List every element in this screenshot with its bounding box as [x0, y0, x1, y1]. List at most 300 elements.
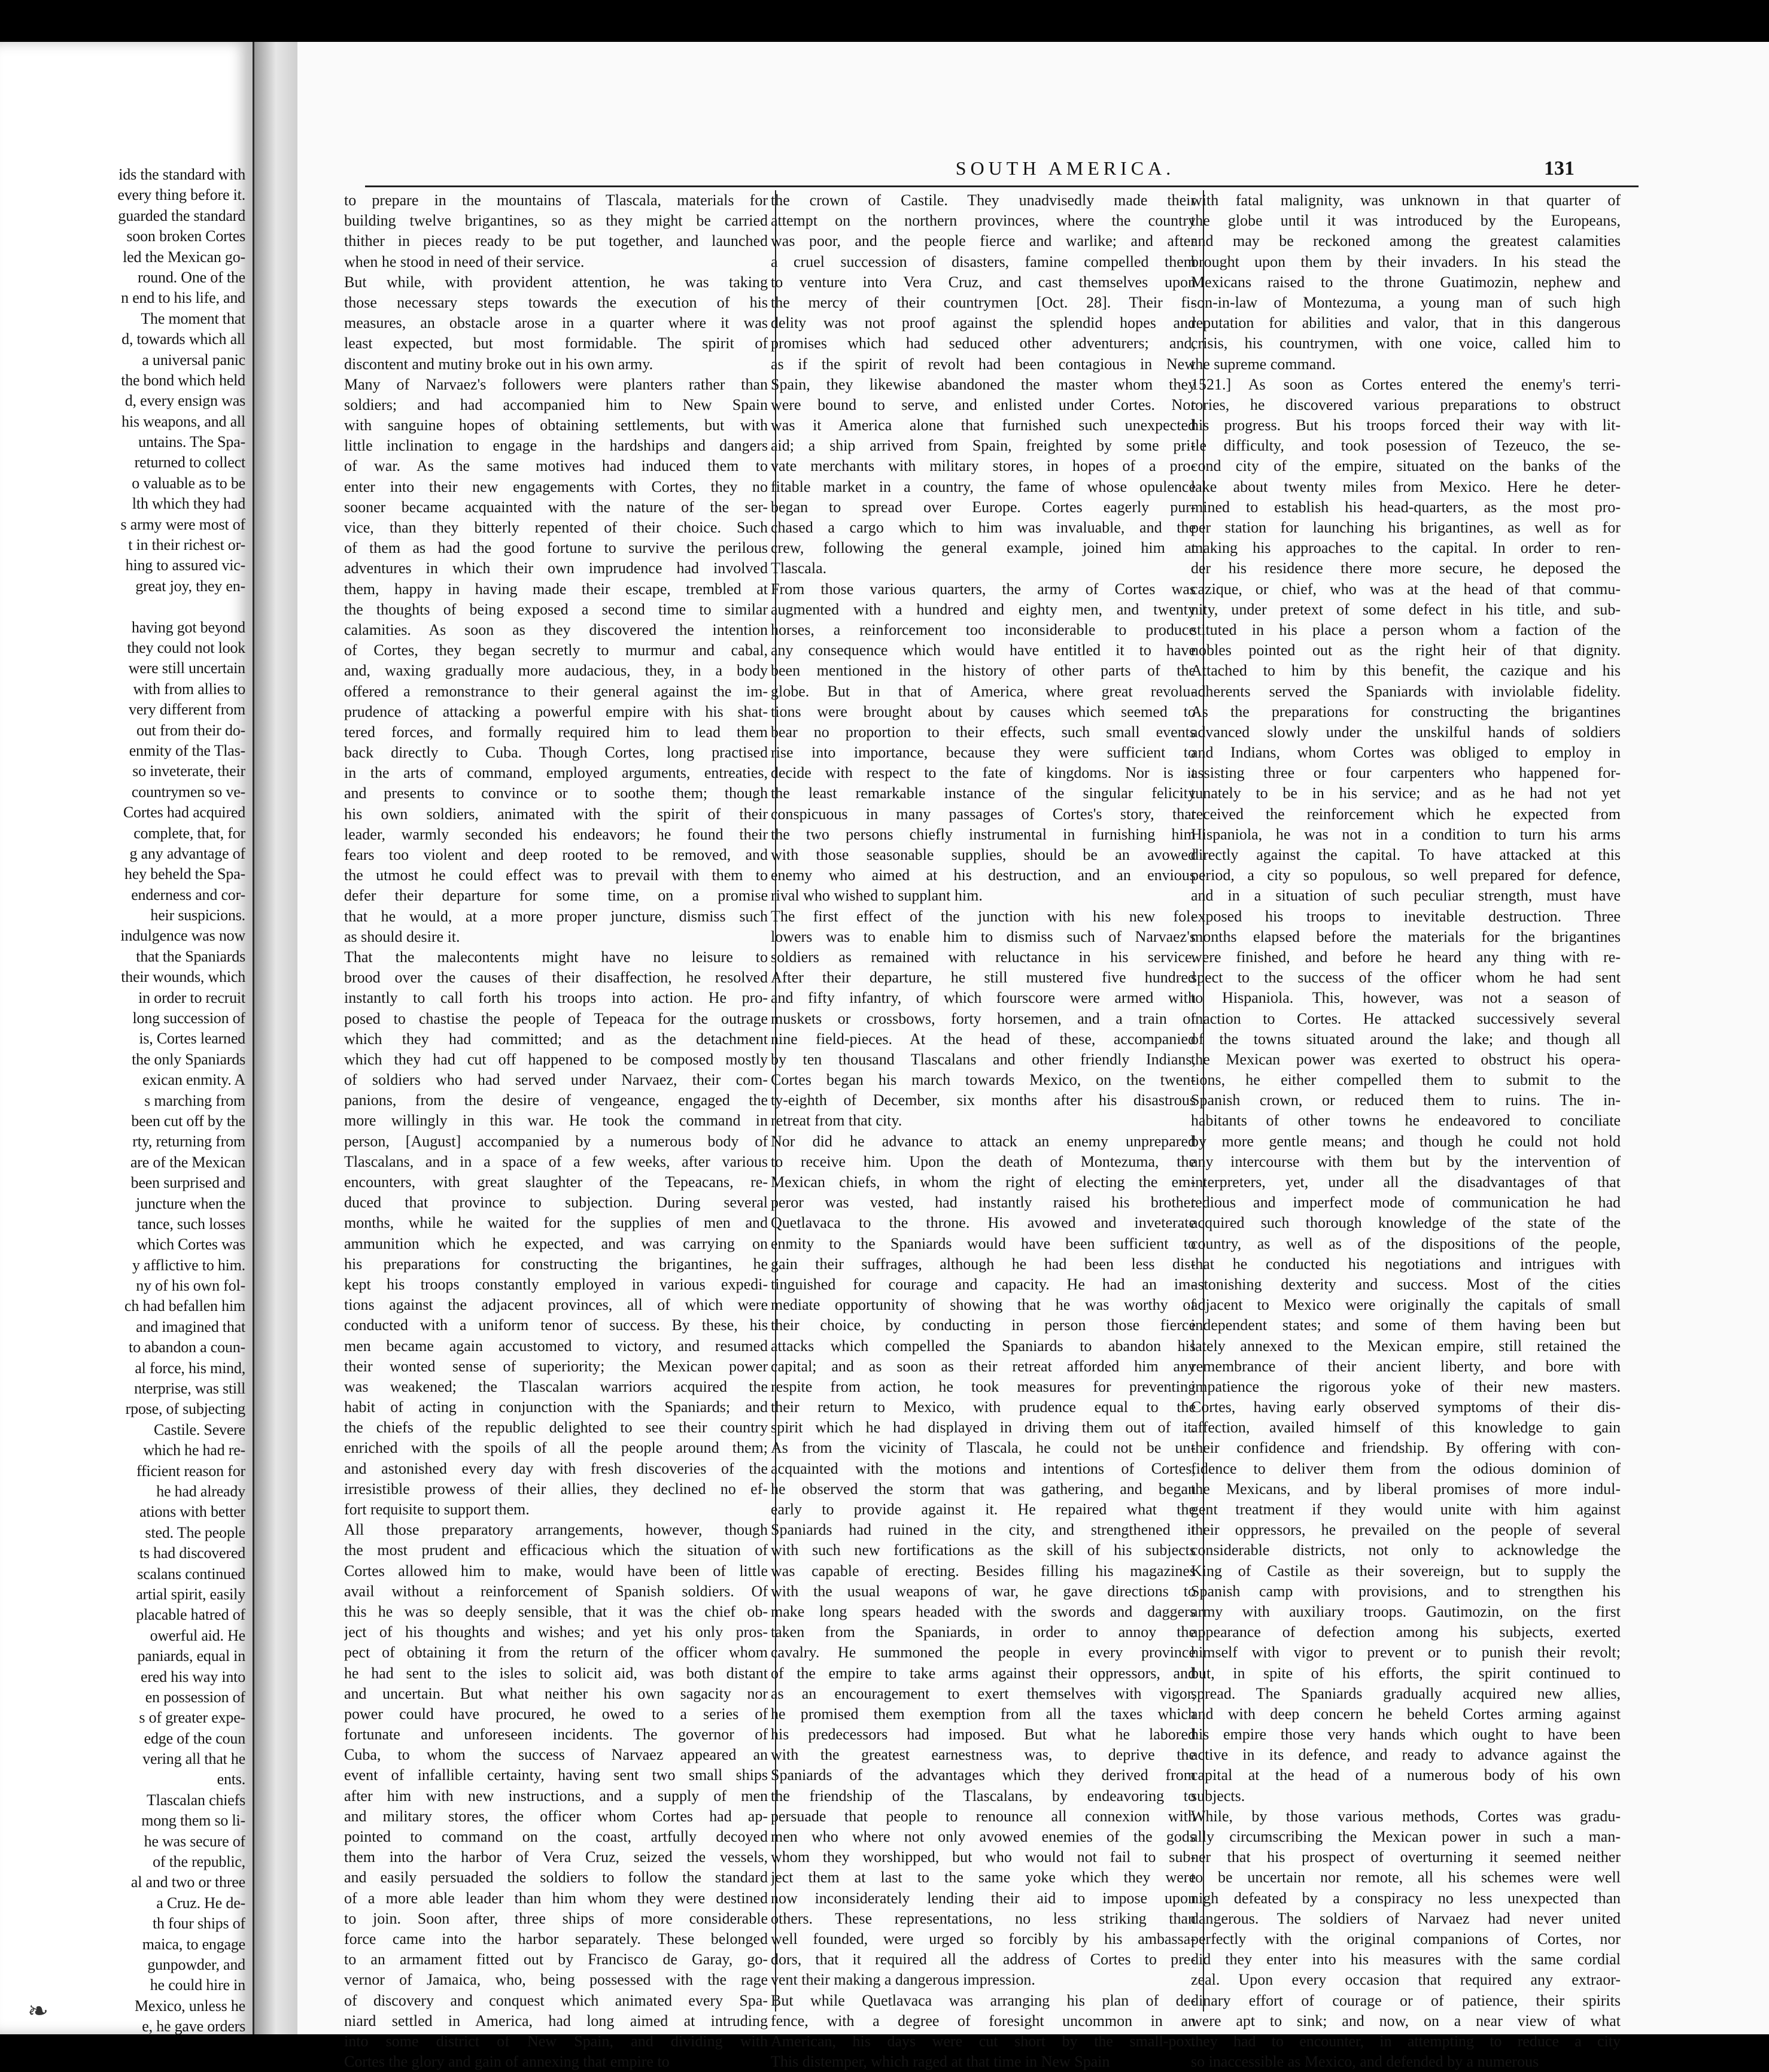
text-line: aid; a ship arrived from Spain, freighted by some pri- [771, 437, 1196, 455]
text-line: acquired such thorough knowledge of the state of the [1191, 1214, 1621, 1232]
text-line: army with auxiliary troops. Gautimozin, on the first [1191, 1602, 1621, 1620]
running-title: SOUTH AMERICA. [955, 157, 1175, 179]
left-fragment-line: vering all that he [142, 1750, 245, 1768]
text-line: building twelve brigantines, so as they might be carried [344, 212, 768, 230]
text-line: tinguished for courage and capacity. He had an im- [771, 1275, 1196, 1293]
text-line: Mexican chiefs, in whom the right of electing the em- [771, 1173, 1196, 1191]
text-line: to Hispaniola. This, however, was not a season of [1191, 989, 1621, 1007]
left-fragment-line: exican enmity. A [142, 1071, 245, 1089]
text-line: more willingly in this war. He took the command in [344, 1112, 768, 1130]
left-fragment-line: owerful aid. He [150, 1626, 245, 1644]
text-line: nity, under pretext of some defect in his title, and sub- [1191, 600, 1621, 618]
text-line: kept his troops constantly employed in various expedi- [344, 1275, 768, 1293]
text-line: remembrance of their ancient liberty, and bore with [1191, 1357, 1621, 1375]
text-line: his empire those very hands which ought to have been [1191, 1726, 1621, 1744]
text-line: per station for launching his brigantines, as well as for [1191, 519, 1621, 536]
text-line: months, while he waited for the supplies of men and [344, 1214, 768, 1232]
text-line: this he was so deeply sensible, that it was the chief ob- [344, 1602, 768, 1620]
left-fragment-line: he had already [156, 1483, 245, 1500]
left-fragment-line: maica, to engage [142, 1935, 245, 1953]
text-line: well founded, were urged so forcibly by his ambassa- [771, 1930, 1196, 1948]
text-line: thither in pieces ready to be put together, and launched [344, 232, 768, 250]
text-column-1 [344, 190, 768, 2072]
text-line: considerable districts, not only to acknowledge the [1191, 1541, 1621, 1559]
text-line: with the usual weapons of war, he gave directions to [771, 1582, 1196, 1600]
left-fragment-line: been cut off by the [131, 1112, 245, 1130]
left-fragment-line: rty, returning from [132, 1133, 245, 1151]
text-line: nobles pointed out as the right heir of that dignity. [1191, 641, 1621, 659]
text-line: of Cortes, they began secretly to murmur and cabal, [344, 641, 768, 659]
text-line: of discovery and conquest which animated every Spa- [344, 1991, 768, 2009]
text-line: ammunition which he expected, and was carrying on [344, 1234, 768, 1252]
text-line: least expected, but most formidable. The spirit of [344, 334, 768, 352]
text-line: and uncertain. But what neither his own sagacity nor [344, 1684, 768, 1702]
left-fragment-line: been surprised and [130, 1174, 245, 1192]
left-fragment-line: soon broken Cortes [126, 227, 245, 245]
text-line: force came into the harbor separately. These belonged [344, 1930, 768, 1948]
text-line: they had to encounter, in attempting to reduce a city [1191, 2032, 1621, 2050]
left-fragment-line: his weapons, and all [121, 412, 245, 430]
text-line: globe. But in that of America, where great revolu- [771, 682, 1196, 700]
text-line: adventures in which their own imprudence had involved [344, 559, 768, 577]
text-line: duced that province to subjection. During several [344, 1194, 768, 1212]
left-fragment-line: th four ships of [153, 1915, 245, 1933]
text-line: he had sent to the isles to solicit aid, was both distant [344, 1664, 768, 1682]
left-fragment-line: placable hatred of [136, 1606, 245, 1624]
text-line: spread. The Spaniards gradually acquired new allies, [1191, 1684, 1621, 1702]
text-line: making his approaches to the capital. In order to ren- [1191, 539, 1621, 557]
text-line: avail without a reinforcement of Spanish soldiers. Of [344, 1582, 768, 1600]
text-line: discontent and mutiny broke out in his own army. [344, 355, 654, 373]
text-line: his predecessors had imposed. But what he labored [771, 1726, 1196, 1744]
text-line: and Indians, whom Cortes was obliged to employ in [1191, 744, 1621, 762]
text-line: back directly to Cuba. Though Cortes, long practised [344, 744, 768, 762]
text-line: ner that his prospect of overturning it seemed neither [1191, 1848, 1621, 1866]
text-line: retreat from that city. [771, 1112, 902, 1130]
text-line: astonishing dexterity and success. Most of the cities [1191, 1275, 1621, 1293]
text-line: event of infallible certainty, having sent two small ships [344, 1766, 768, 1784]
text-line: a cruel succession of disasters, famine compelled them [771, 252, 1196, 270]
text-line: tions, he either compelled them to submit to the [1191, 1071, 1621, 1089]
text-line: any consequence which would have entitled it to have [771, 641, 1196, 659]
left-fragment-line: o valuable as to be [132, 474, 245, 492]
text-line: as if the spirit of revolt had been contagious in New [771, 355, 1196, 373]
text-line: cavalry. He summoned the people in every province [771, 1644, 1196, 1662]
text-line: the chiefs of the republic delighted to see their country [344, 1419, 768, 1437]
text-line: dinary effort of courage or of patience, their spirits [1191, 1991, 1621, 2009]
text-line: his preparations for constructing the brigantines, he [344, 1255, 768, 1273]
left-fragment-line: al and two or three [130, 1873, 245, 1891]
left-fragment-line: the bond which held [121, 371, 245, 389]
text-line: and, waxing gradually more audacious, they, in a body [344, 662, 768, 680]
text-line: nigh defeated by a conspiracy no less unexpected than [1191, 1889, 1621, 1907]
text-line: prudence of attacking a powerful empire with his shat- [344, 702, 768, 720]
left-fragment-line: d, towards which all [121, 330, 245, 348]
text-line: the thoughts of being exposed a second time to similar [344, 600, 768, 618]
left-fragment-line: ts had discovered [139, 1544, 245, 1562]
left-fragment-line: so inveterate, their [132, 762, 245, 780]
text-line: of them as had the good fortune to survive the perilous [344, 539, 768, 557]
left-fragment-line: to abandon a coun- [129, 1338, 245, 1356]
text-line: which they had cut off happened to be composed mostly [344, 1050, 768, 1068]
left-fragment-line: the only Spaniards [132, 1050, 245, 1068]
text-line: bear no proportion to their effects, such small events [771, 723, 1196, 741]
text-line: assisting three or four carpenters who happened for- [1191, 764, 1621, 782]
text-line: sooner became acquainted with the nature of the ser- [344, 498, 768, 516]
left-fragment-line: al force, his mind, [135, 1359, 245, 1377]
left-fragment-line: they could not look [127, 638, 245, 656]
text-line: affection, availed himself of this knowledge to gain [1191, 1419, 1621, 1437]
left-fragment-line: which Cortes was [136, 1236, 245, 1253]
text-line: of war. As the same motives had induced them to [344, 457, 768, 475]
left-fragment-line: sted. The people [145, 1523, 245, 1541]
text-line: to be uncertain nor remote, all his schemes were well [1191, 1869, 1621, 1887]
left-fragment-line: in order to recruit [138, 988, 245, 1006]
text-line: by ten thousand Tlascalans and other friendly Indians, [771, 1050, 1196, 1068]
text-line: encounters, with great slaughter of the Tepeacans, re- [344, 1173, 768, 1191]
text-line: Quetlavaca to the throne. His avowed and inveterate [771, 1214, 1196, 1232]
text-line: to prepare in the mountains of Tlascala, materials for [344, 191, 768, 209]
left-fragment-line: Tlascalan chiefs [147, 1791, 245, 1809]
text-line: lowers was to enable him to dismiss such of Narvaez's [771, 927, 1196, 945]
text-line: to an armament fitted out by Francisco de Garay, go- [344, 1951, 768, 1968]
text-line: tions against the adjacent provinces, all of which were [344, 1296, 768, 1314]
text-line: mined to establish his head-quarters, as the most pro- [1191, 498, 1621, 516]
text-line: fidence to deliver them from the odious dominion of [1191, 1459, 1621, 1477]
text-line: acquainted with the motions and intentions of Cortes, [771, 1459, 1196, 1477]
text-line: Spaniards had ruined in the city, and strengthened it [771, 1521, 1196, 1539]
text-line: when he stood in need of their service. [344, 252, 585, 270]
text-line: adherents served the Spaniards with inviolable fidelity. [1191, 682, 1621, 700]
text-line: were apt to sink; and now, on a near view of what [1191, 2012, 1621, 2030]
text-line: soldiers; and had accompanied him to New Spain [344, 395, 768, 413]
text-line: Spaniards of the advantages which they derived from [771, 1766, 1196, 1784]
text-line: make long spears headed with the swords and daggers [771, 1602, 1196, 1620]
text-line: conspicuous in many passages of Cortes's story, that [771, 805, 1196, 823]
text-line: vernor of Jamaica, who, being possessed with the rage [344, 1971, 768, 1989]
left-fragment-line: e, he gave orders [142, 2018, 245, 2034]
text-line: to join. Soon after, three ships of more considerable [344, 1909, 768, 1927]
text-line: the Mexican power was exerted to obstruct his opera- [1191, 1050, 1621, 1068]
left-fragment-line: enmity of the Tlas- [129, 741, 245, 759]
text-line: conducted with a uniform tenor of success. By these, his [344, 1316, 768, 1334]
left-fragment-line: ch had befallen him [124, 1297, 245, 1315]
left-fragment-line: ids the standard with [118, 166, 245, 183]
text-line: that he conducted his negotiations and intrigues with [1191, 1255, 1621, 1273]
text-line: habit of acting in conjunction with the Spaniards; and [344, 1398, 768, 1416]
text-line: The first effect of the junction with his new fol- [771, 907, 1196, 925]
text-line: decide with respect to the fate of kingdoms. Nor is it [771, 764, 1196, 782]
corner-mark: ❧ [28, 1998, 49, 2025]
text-line: irresistible prowess of their allies, they declined no ef- [344, 1480, 768, 1498]
text-line: capital at the head of a numerous body of his own [1191, 1766, 1621, 1784]
text-line: person, [August] accompanied by a numerous body of [344, 1132, 768, 1150]
text-line: gain their suffrages, although he had been less dis- [771, 1255, 1196, 1273]
text-line: men who where not only avowed enemies of the gods [771, 1828, 1196, 1845]
text-line: crew, following the general example, joined him at [771, 539, 1196, 557]
text-line: fortunate and unforeseen incidents. The governor of [344, 1726, 768, 1744]
left-fragment-line: out from their do- [136, 721, 245, 739]
left-fragment-line: s of greater expe- [139, 1709, 245, 1727]
text-line: was weakened; the Tlascalan warriors acquired the [344, 1377, 768, 1395]
left-fragment-line: their wounds, which [121, 968, 245, 986]
text-line: with those seasonable supplies, should be an avowed [771, 846, 1196, 863]
text-line: As from the vicinity of Tlascala, he could not be un- [771, 1439, 1196, 1457]
left-fragment-line: round. One of the [138, 268, 245, 286]
left-fragment-line: are of the Mexican [130, 1153, 245, 1171]
text-line: ty-eighth of December, six months after his disastrous [771, 1091, 1196, 1109]
text-line: Spanish crown, or reduced them to ruins. The in- [1191, 1091, 1621, 1109]
text-line: attacks which compelled the Spaniards to abandon his [771, 1337, 1196, 1355]
text-line: spirit which he had displayed in driving them out of it. [771, 1419, 1196, 1437]
text-line: of a more able leader than him whom they were destined [344, 1889, 768, 1907]
text-line: son-in-law of Montezuma, a young man of such high [1191, 293, 1621, 311]
text-line: lake about twenty miles from Mexico. Here he deter- [1191, 477, 1621, 495]
text-line: delity was not proof against the splendid hopes and [771, 314, 1196, 332]
text-line: As the preparations for constructing the brigantines [1191, 702, 1621, 720]
text-line: impatience the rigorous yoke of their new masters. [1191, 1377, 1621, 1395]
text-line: tions were brought about by causes which seemed to [771, 702, 1196, 720]
text-line: habitants of other towns he endeavored to conciliate [1191, 1112, 1621, 1130]
text-line: by more gentle means; and though he could not hold [1191, 1132, 1621, 1150]
text-line: promises which had seduced other adventurers; and, [771, 334, 1196, 352]
text-line: tered forces, and formally required him to lead them [344, 723, 768, 741]
left-fragment-line: long succession of [132, 1009, 245, 1027]
text-line: himself with vigor to prevent or to punish their revolt; [1191, 1644, 1621, 1662]
text-line: others. These representations, no less striking than [771, 1909, 1196, 1927]
text-line: and presents to convince or to soothe them; though [344, 784, 768, 802]
left-fragment-line: mong them so li- [141, 1812, 245, 1830]
text-line: taken from the Spaniards, in order to annoy the [771, 1623, 1196, 1641]
left-fragment-line: were still uncertain [128, 659, 245, 677]
left-fragment-line: artial spirit, easily [136, 1585, 245, 1603]
text-line: After their departure, he still mustered five hundred [771, 969, 1196, 987]
text-line: with such new fortifications as the skill of his subjects [771, 1541, 1196, 1559]
text-line: brought upon them by their invaders. In his stead the [1191, 252, 1621, 270]
left-fragment-line: which he had re- [143, 1441, 245, 1459]
left-fragment-line: and imagined that [136, 1318, 245, 1335]
left-fragment-line: lth which they had [132, 495, 245, 513]
text-line: was capable of erecting. Besides filling his magazines [771, 1562, 1196, 1580]
text-line: Cortes the glory and gain of annexing that empire to [344, 2053, 670, 2071]
left-fragment-line [0, 597, 245, 617]
left-fragment-line: Cortes had acquired [123, 804, 245, 822]
text-line: rival who wished to supplant him. [771, 887, 983, 905]
text-line: independent states; and some of them having been but [1191, 1316, 1621, 1334]
left-fragment-line: every thing before it. [117, 186, 245, 204]
left-fragment-line: paniards, equal in [137, 1647, 245, 1665]
text-line: augmented with a hundred and eighty men, and twenty [771, 600, 1196, 618]
text-line: peror was vested, had instantly raised his brother [771, 1194, 1196, 1212]
text-line: Attached to him by this benefit, the cazique and his [1191, 662, 1621, 680]
text-line: his progress. But his troops forced their way with lit- [1191, 416, 1621, 434]
left-fragment-line: fficient reason for [136, 1462, 245, 1480]
text-line: soldiers as remained with reluctance in his service. [771, 948, 1196, 966]
text-line: pointed to command on the coast, artfully decoyed [344, 1828, 768, 1845]
text-line: brood over the causes of their disaffection, he resolved [344, 969, 768, 987]
left-fragment-line: ations with better [139, 1503, 245, 1521]
text-line: offered a remonstrance to their general against the im- [344, 682, 768, 700]
text-line: vate merchants with military stores, in hopes of a pro- [771, 457, 1196, 475]
text-line: so inaccessible as Mexico, and defended by a numerous [1191, 2053, 1539, 2071]
left-fragment-line: juncture when the [136, 1194, 245, 1212]
text-line: of the towns situated around the lake; and though all [1191, 1030, 1621, 1048]
text-line: enter into their new engagements with Cortes, they no [344, 477, 768, 495]
text-line: with fatal malignity, was unknown in that quarter of [1191, 191, 1621, 209]
text-line: der his residence there more secure, he deposed the [1191, 559, 1621, 577]
text-line: as an encouragement to exert themselves with vigor, [771, 1684, 1196, 1702]
left-fragment-line: untains. The Spa- [138, 433, 245, 451]
text-line: measures, an obstacle arose in a quarter where it was [344, 314, 768, 332]
left-fragment-line: having got beyond [131, 618, 245, 636]
text-line: and in a situation of such peculiar strength, must have [1191, 887, 1621, 905]
text-line: calamities. As soon as they discovered the intention [344, 620, 768, 638]
text-line: the mercy of their countrymen [Oct. 28]. Their fi- [771, 293, 1196, 311]
text-line: the least remarkable instance of the singular felicity [771, 784, 1196, 802]
page-number: 131 [1544, 157, 1575, 179]
text-line: Tlascala. [771, 559, 827, 577]
left-fragment-line: edge of the coun [144, 1729, 245, 1747]
text-line: and may be reckoned among the greatest calamities [1191, 232, 1621, 250]
text-line: From those various quarters, the army of Cortes was [771, 580, 1196, 598]
text-line: But while, with provident attention, he was taking [344, 273, 768, 291]
text-line: pect of obtaining it from the return of the officer whom [344, 1644, 768, 1662]
text-line: ally circumscribing the Mexican power in such a man- [1191, 1828, 1621, 1845]
left-fragment-line: of the republic, [153, 1853, 245, 1871]
left-fragment-line: Castile. Severe [154, 1420, 245, 1438]
text-line: Many of Narvaez's followers were planters rather than [344, 375, 768, 393]
text-line: tle difficulty, and took posession of Tezeuco, the se- [1191, 437, 1621, 455]
left-fragment-line: rpose, of subjecting [125, 1400, 245, 1418]
text-line: and military stores, the officer whom Cortes had ap- [344, 1807, 768, 1825]
text-line: after him with new instructions, and a supply of men [344, 1787, 768, 1805]
text-line: horses, a reinforcement too inconsiderable to produce [771, 620, 1196, 638]
text-line: tunately to be in his service; and as he had not yet [1191, 784, 1621, 802]
text-line: period, a city so populous, so well prepared for defence, [1191, 866, 1621, 884]
text-line: zeal. Upon every occasion that required any extraor- [1191, 1971, 1621, 1989]
text-line: in the arts of command, employed arguments, entreaties, [344, 764, 768, 782]
text-column-2 [771, 190, 1196, 2072]
text-line: persuade that people to renounce all connexion with [771, 1807, 1196, 1825]
text-line: Nor did he advance to attack an enemy unprepared [771, 1132, 1196, 1150]
text-line: were bound to serve, and enlisted under Cortes. Nor [771, 395, 1196, 413]
text-line: their choice, by conducting in person those fierce [771, 1316, 1196, 1334]
left-fragment-line: t in their richest or- [128, 536, 245, 554]
text-line: gent treatment if they would unite with him against [1191, 1501, 1621, 1518]
text-line: that he would, at a more proper juncture, dismiss such [344, 907, 768, 925]
left-fragment-line: that the Spaniards [136, 947, 245, 965]
left-fragment-line: guarded the standard [118, 206, 245, 224]
text-line: the utmost he could effect was to prevail with them to [344, 866, 768, 884]
text-line: 1521.] As soon as Cortes entered the enemy's terri- [1191, 375, 1621, 393]
text-line: little inclination to engage in the hardships and dangers [344, 437, 768, 455]
text-line: was poor, and the people fierce and warlike; and after [771, 232, 1196, 250]
text-line: Cortes allowed him to make, would have been of little [344, 1562, 768, 1580]
text-line: stituted in his place a person whom a faction of the [1191, 620, 1621, 638]
text-line: Cortes, having early observed symptoms of their dis- [1191, 1398, 1621, 1416]
left-fragment-line: tance, such losses [137, 1215, 245, 1233]
text-line: lately annexed to the Mexican empire, still retained the [1191, 1337, 1621, 1355]
left-fragment-line: ents. [217, 1770, 245, 1788]
text-line: which they had committed; and as the detachment [344, 1030, 768, 1048]
text-line: Spanish camp with provisions, and to strengthen his [1191, 1582, 1621, 1600]
text-line: men became again accustomed to victory, and resumed [344, 1337, 768, 1355]
text-line: All those preparatory arrangements, however, though [344, 1521, 768, 1539]
left-fragment-line: The moment that [141, 309, 245, 327]
text-line: attempt on the northern provinces, where the country [771, 212, 1196, 230]
text-line: American, his days were cut short by the small-pox. [771, 2032, 1196, 2050]
text-line: King of Castile as their sovereign, but to supply the [1191, 1562, 1621, 1580]
text-line: Tlascalans, and in a space of a few weeks, after various [344, 1152, 768, 1170]
text-line: instantly to call forth his troops into action. He pro- [344, 989, 768, 1007]
text-line: fears too violent and deep rooted to be removed, and [344, 846, 768, 863]
text-line: the globe until it was introduced by the Europeans, [1191, 212, 1621, 230]
text-line: their return to Mexico, with prudence equal to the [771, 1398, 1196, 1416]
text-line: the friendship of the Tlascalans, by endeavoring to [771, 1787, 1196, 1805]
text-line: niard settled in America, had long aimed at intruding [344, 2012, 768, 2030]
text-line: months elapsed before the materials for the brigantines [1191, 927, 1621, 945]
text-line: This distemper, which raged at that time in New Spain [771, 2053, 1110, 2071]
text-line: was it America alone that furnished such unexpected [771, 416, 1196, 434]
text-line: appearance of defection among his subjects, exerted [1191, 1623, 1621, 1641]
text-column-3 [1191, 190, 1621, 2072]
text-line: panions, from the desire of vengeance, engaged the [344, 1091, 768, 1109]
text-line: fitable market in a country, the fame of whose opulence [771, 477, 1196, 495]
text-line: reputation for abilities and valor, that in this dangerous [1191, 314, 1621, 332]
text-line: the crown of Castile. They unadvisedly made their [771, 191, 1196, 209]
text-line: interpreters, yet, under all the disadvantages of that [1191, 1173, 1621, 1191]
text-line: directly against the capital. To have attacked at this [1191, 846, 1621, 863]
text-line: leader, warmly seconded his endeavors; he found their [344, 825, 768, 843]
text-line: and fifty infantry, of which fourscore were armed with [771, 989, 1196, 1007]
text-line: began to spread over Europe. Cortes eagerly pur- [771, 498, 1196, 516]
left-fragment-line: returned to collect [134, 454, 245, 471]
text-line: While, by those various methods, Cortes was gradu- [1191, 1807, 1621, 1825]
text-line: exposed his troops to inevitable destruction. Three [1191, 907, 1621, 925]
text-line: vice, than they bitterly repented of their choice. Such [344, 519, 768, 536]
left-fragment-line: Mexico, unless he [134, 1997, 245, 2015]
text-line: inaction to Cortes. He attacked successively several [1191, 1009, 1621, 1027]
header-rule [365, 185, 1639, 187]
text-line: early to provide against it. He repaired what the [771, 1501, 1196, 1518]
left-fragment-line: indulgence was now [120, 927, 245, 945]
left-fragment-line: g any advantage of [129, 844, 245, 862]
text-line: tedious and imperfect mode of communication he had [1191, 1194, 1621, 1212]
text-line: the most prudent and efficacious which the situation of [344, 1541, 768, 1559]
text-line: rise into importance, because they were sufficient to [771, 744, 1196, 762]
left-fragment-line: hing to assured vic- [125, 556, 245, 574]
text-line: tories, he discovered various preparations to obstruct [1191, 395, 1621, 413]
left-fragment-line: scalans continued [137, 1565, 245, 1583]
text-line: respite from action, he took measures for preventing [771, 1377, 1196, 1395]
text-line: now inconsiderately lending their aid to impose upon [771, 1889, 1196, 1907]
text-line: and easily persuaded the soldiers to follow the standard [344, 1869, 768, 1887]
text-line: of the empire to take arms against their oppressors, and [771, 1664, 1196, 1682]
text-line: But while Quetlavaca was arranging his plan of de- [771, 1991, 1196, 2009]
text-line: with the greatest earnestness was, to deprive the [771, 1746, 1196, 1764]
text-line: advanced slowly under the unskilful hands of soldiers [1191, 723, 1621, 741]
text-line: country, as well as of the dispositions of the people, [1191, 1234, 1621, 1252]
left-fragment-line: countrymen so ve- [131, 783, 245, 801]
left-fragment-line: is, Cortes learned [139, 1030, 245, 1048]
text-line: their confidence and friendship. By offering with con- [1191, 1439, 1621, 1457]
text-line: received the reinforcement which he expected from [1191, 805, 1621, 823]
left-fragment-line: s marching from [144, 1091, 245, 1109]
text-line: ject of his thoughts and wishes; and yet his only pros- [344, 1623, 768, 1641]
left-fragment-line: enderness and cor- [131, 886, 245, 903]
left-fragment-line: he could hire in [150, 1976, 245, 1994]
text-line: but, in spite of his efforts, the spirit continued to [1191, 1664, 1621, 1682]
